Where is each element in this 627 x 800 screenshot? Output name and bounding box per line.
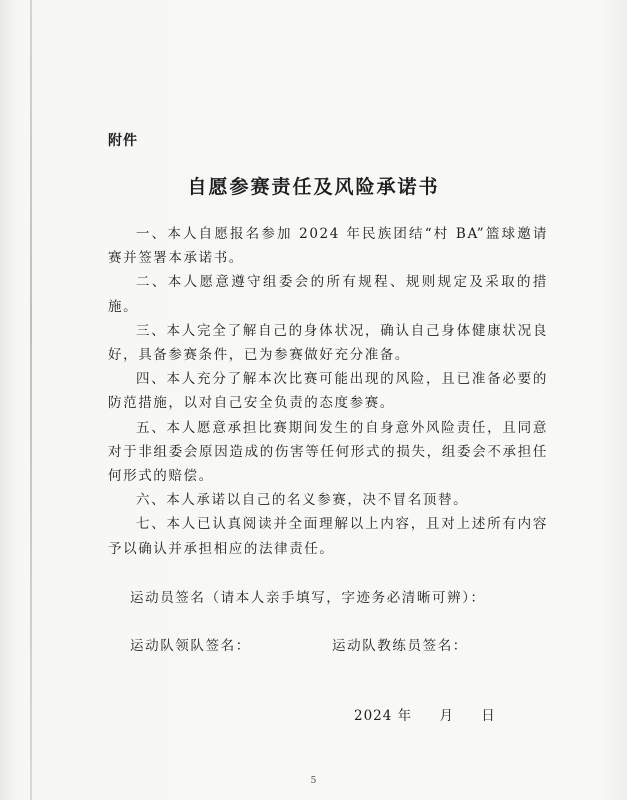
date-month: 月 [439,708,454,724]
paragraph-2: 二、本人愿意遵守组委会的所有规程、规则规定及采取的措施。 [108,274,548,315]
paragraph-3: 三、本人完全了解自己的身体状况，确认自己身体健康状况良好，具备参赛条件，已为参赛做好充分准备。 [108,322,548,364]
team-leader-signature-label: 运动队领队签名： [130,638,251,654]
paragraph-5: 五、本人愿意承担比赛期间发生的自身意外风险责任，且同意对于非组委会原因造成的伤害等任何形式的损失，组委会不承担任何形式的赔偿。 [108,419,548,485]
coach-signature-label: 运动队教练员签名： [332,638,468,654]
attachment-label: 附件 [108,133,138,149]
date-day: 日 [481,708,496,724]
paragraph-6: 六、本人承诺以自己的名义参赛，决不冒名顶替。 [136,492,469,509]
date-line [354,704,496,724]
paragraph-4: 四、本人充分了解本次比赛可能出现的风险，且已准备必要的防范措施，以对自己安全负责的态度参赛。 [108,371,548,412]
paragraph-7: 七、本人已认真阅读并全面理解以上内容，且对上述所有内容予以确认并承担相应的法律责任。 [108,516,548,557]
document-body [108,222,548,561]
athlete-signature-label: 运动员签名（请本人亲手填写，字迹务必清晰可辨）： [130,590,486,606]
paragraph-1: 一、本人自愿报名参加 2024 年民族团结“村 BA”篮球邀请赛并签署本承诺书。 [108,226,548,267]
page-number: 5 [310,776,317,786]
document-title: 自愿参赛责任及风险承诺书 [187,176,440,198]
page-edge-shadow [30,0,32,800]
date-year: 2024 年 [354,708,413,724]
